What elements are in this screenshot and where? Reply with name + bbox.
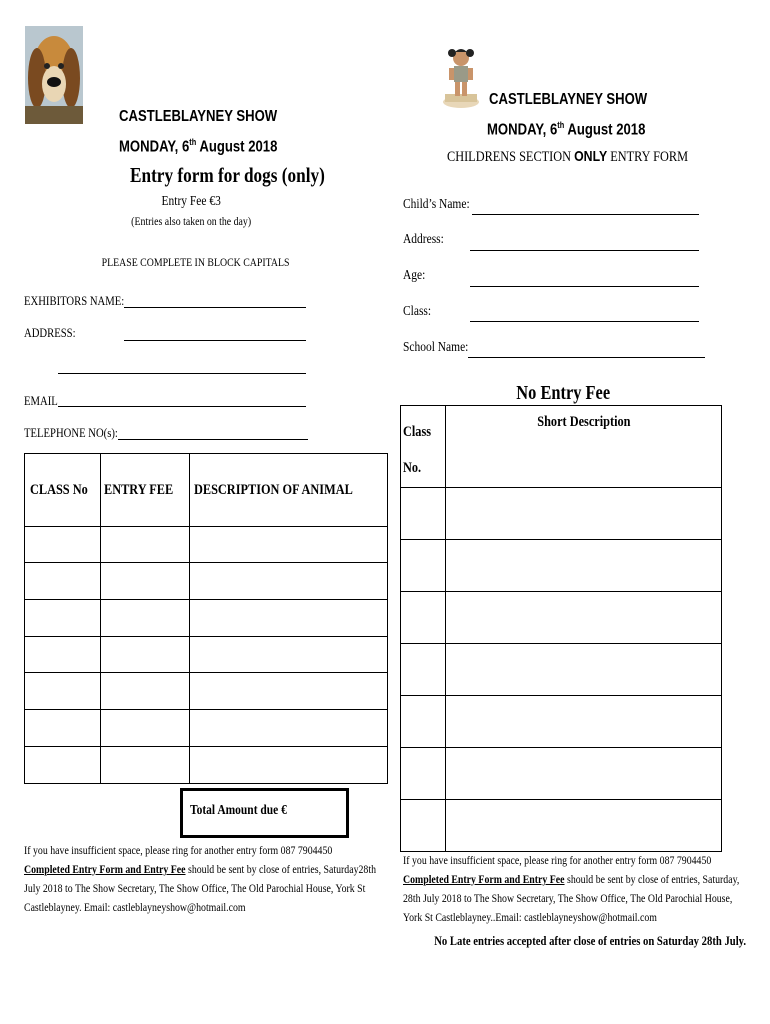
- entry-fee: Entry Fee €3: [161, 194, 222, 209]
- total-amount-box[interactable]: [180, 788, 349, 838]
- school-name-label: School Name:: [403, 340, 469, 355]
- total-amount-label: Total Amount due €: [190, 803, 287, 818]
- right-footer: If you have insufficient space, please ring for another entry form 087 7904450 Completed Entry Form and Entry Fee should be sent by close of entries, Saturday, 28th July 2018 to The Show Secretary, The Show Office, The Old Parochial House, York St Castleblayney..Email: castleblayneyshow@hotmail.com: [403, 853, 740, 924]
- column-header-class-no: CLASS No: [25, 454, 101, 527]
- table-row[interactable]: [25, 563, 388, 600]
- age-label: Age:: [403, 268, 426, 283]
- right-show-title: CASTLEBLAYNEY SHOW: [489, 91, 648, 108]
- table-row[interactable]: [25, 600, 388, 637]
- child-entry-table: [400, 405, 722, 852]
- child-address-label: Address:: [403, 232, 444, 247]
- column-header-short-description: Short Description: [445, 406, 721, 488]
- childrens-section-heading: CHILDRENS SECTION ONLY ENTRY FORM: [447, 148, 689, 165]
- exhibitor-name-field[interactable]: [124, 307, 306, 308]
- no-entry-fee: No Entry Fee: [516, 382, 610, 404]
- table-row[interactable]: [25, 747, 388, 784]
- telephone-label: TELEPHONE NO(s):: [24, 425, 118, 440]
- class-label: Class:: [403, 304, 432, 319]
- class-field[interactable]: [470, 321, 699, 322]
- address-label: ADDRESS:: [24, 325, 76, 340]
- column-header-description: DESCRIPTION OF ANIMAL: [189, 454, 388, 527]
- table-row[interactable]: [401, 540, 722, 592]
- table-row[interactable]: [25, 673, 388, 710]
- table-row[interactable]: [401, 748, 722, 800]
- left-footer: If you have insufficient space, please ring for another entry form 087 7904450 Completed Entry Form and Entry Fee should be sent by close of entries, Saturday28th July 2018 to The Show Secretary, The Show Office, The Old Parochial House, York St Castleblayney. Email: castleblayneyshow@hotmail.com: [24, 843, 377, 914]
- left-show-title: CASTLEBLAYNEY SHOW: [119, 108, 278, 125]
- address-field-2[interactable]: [58, 373, 306, 374]
- table-row[interactable]: [401, 488, 722, 540]
- email-label: EMAIL: [24, 393, 58, 408]
- block-capitals-note: PLEASE COMPLETE IN BLOCK CAPITALS: [102, 255, 290, 269]
- age-field[interactable]: [470, 286, 699, 287]
- child-name-field[interactable]: [472, 214, 699, 215]
- table-row[interactable]: [401, 644, 722, 696]
- school-name-field[interactable]: [468, 357, 705, 358]
- left-show-date: MONDAY, 6th August 2018: [119, 137, 278, 156]
- table-row[interactable]: [401, 696, 722, 748]
- dog-entry-table: [24, 453, 388, 784]
- column-header-class-no: Class No.: [401, 406, 446, 488]
- child-name-label: Child’s Name:: [403, 197, 470, 212]
- late-entries-note: No Late entries accepted after close of entries on Saturday 28th July.: [434, 933, 747, 948]
- table-row[interactable]: [401, 592, 722, 644]
- address-field-1[interactable]: [124, 340, 306, 341]
- exhibitor-name-label: EXHIBITORS NAME:: [24, 293, 125, 308]
- left-form-heading: Entry form for dogs (only): [130, 163, 325, 187]
- dog-illustration: [25, 26, 83, 124]
- table-row[interactable]: [25, 527, 388, 563]
- table-row[interactable]: [25, 710, 388, 747]
- child-address-field[interactable]: [470, 250, 699, 251]
- table-row[interactable]: [25, 637, 388, 673]
- telephone-field[interactable]: [118, 439, 308, 440]
- child-illustration: [441, 46, 481, 108]
- email-field[interactable]: [58, 406, 306, 407]
- right-show-date: MONDAY, 6th August 2018: [487, 120, 646, 139]
- table-row[interactable]: [401, 800, 722, 852]
- column-header-entry-fee: ENTRY FEE: [101, 454, 189, 527]
- entries-note: (Entries also taken on the day): [131, 214, 252, 228]
